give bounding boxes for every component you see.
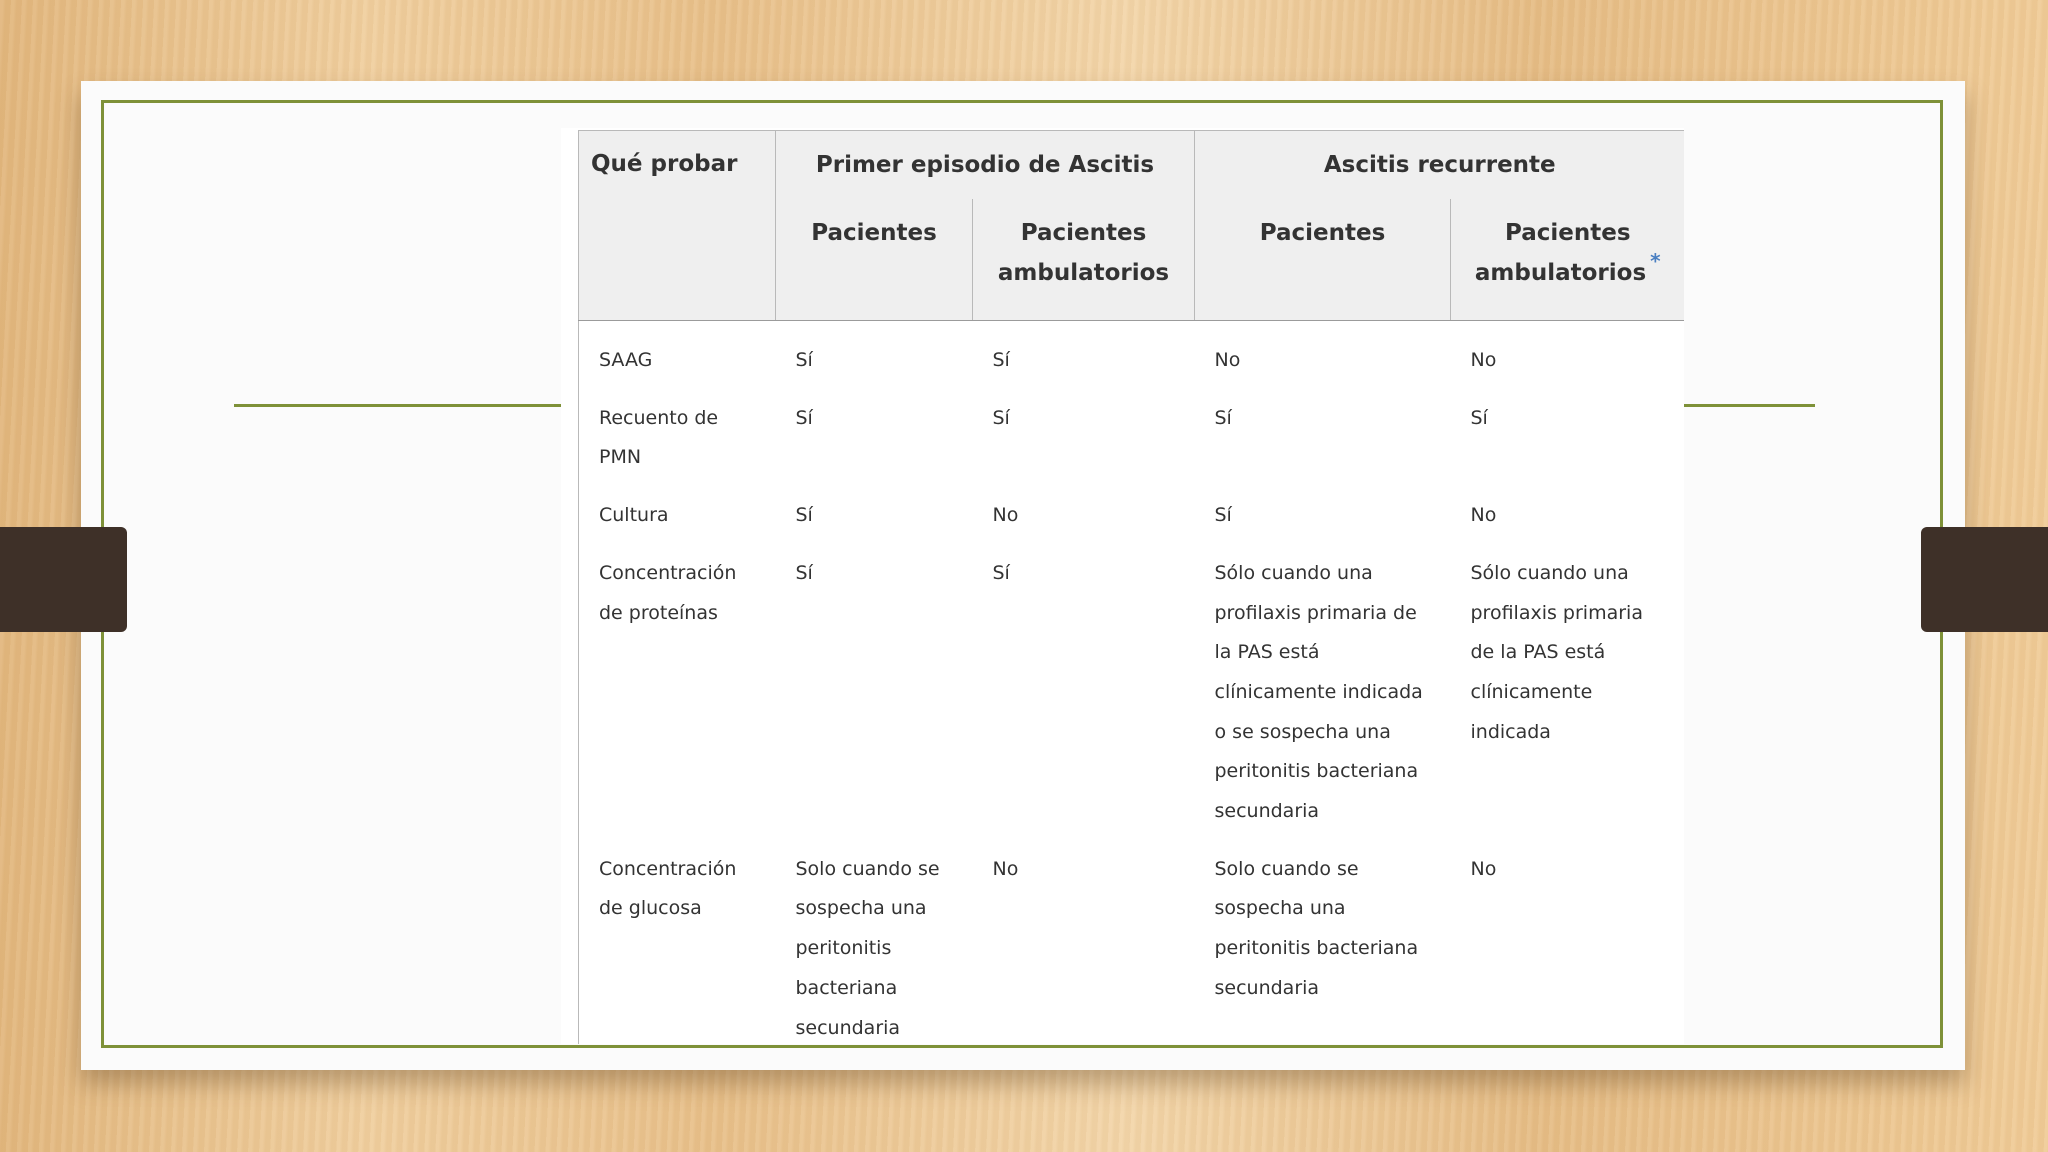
table-cell: Sí	[795, 561, 813, 584]
table-cell: Sólo cuando una profilaxis primaria de la PAS está clínicamente indicada o se sospecha una peritonitis bacteriana secundaria	[1214, 561, 1423, 823]
table-row	[579, 542, 1685, 838]
table-row	[579, 838, 1685, 1044]
test-name-cell: Concentración de glucosa	[579, 838, 776, 1044]
header-inpatients-recurrent: Pacientes	[1195, 199, 1451, 321]
header-outpatients-recurrent-label: Pacientes ambulatorios	[1474, 220, 1647, 286]
decorative-line-right	[1684, 404, 1815, 407]
table-cell: No	[1470, 857, 1497, 880]
table-cell: No	[1470, 349, 1497, 371]
header-outpatients-first: Pacientes ambulatorios	[973, 199, 1195, 321]
table-row	[579, 387, 1685, 484]
table-cell: Sí	[1470, 406, 1488, 429]
header-inpatients-first: Pacientes	[776, 199, 973, 321]
test-name-cell: Recuento de PMN	[579, 387, 776, 484]
table-cell: Sí	[795, 406, 813, 429]
table-cell: Sí	[795, 349, 813, 371]
table-cell: No	[992, 857, 1019, 880]
header-outpatients-recurrent	[1451, 199, 1685, 321]
footnote-asterisk[interactable]: *	[1650, 249, 1661, 273]
table-cell: Sí	[795, 504, 813, 527]
table-cell: Solo cuando se sospecha una peritonitis bacteriana secundaria	[1214, 857, 1419, 999]
header-first-episode: Primer episodio de Ascitis	[776, 131, 1195, 200]
table-cell: No	[1214, 349, 1241, 371]
test-name-cell: SAAG	[579, 321, 776, 387]
ascites-test-table	[578, 130, 1684, 1044]
test-name-cell: Concentración de proteínas	[579, 542, 776, 838]
binder-clip-right	[1921, 527, 2048, 632]
test-name-cell: Cultura	[579, 484, 776, 542]
table-row	[579, 484, 1685, 542]
table-cell: Sí	[1214, 504, 1232, 527]
table-cell: Sólo cuando una profilaxis primaria de la PAS está clínicamente indicada	[1470, 561, 1643, 743]
table-cell: No	[992, 504, 1019, 527]
decorative-line-left	[234, 404, 562, 407]
table-cell: Sí	[1214, 406, 1232, 429]
table-cell: Sí	[992, 406, 1010, 429]
table-cell: Sí	[992, 349, 1010, 371]
ascites-test-table-container	[561, 128, 1684, 1044]
header-recurrent: Ascitis recurrente	[1195, 131, 1685, 200]
table-cell: No	[1470, 504, 1497, 527]
table-cell: Sí	[992, 561, 1010, 584]
table-cell: Solo cuando se sospecha una peritonitis bacteriana secundaria	[795, 857, 940, 1039]
binder-clip-left	[0, 527, 127, 632]
header-what-to-test: Qué probar	[579, 131, 776, 321]
table-row	[579, 321, 1685, 387]
